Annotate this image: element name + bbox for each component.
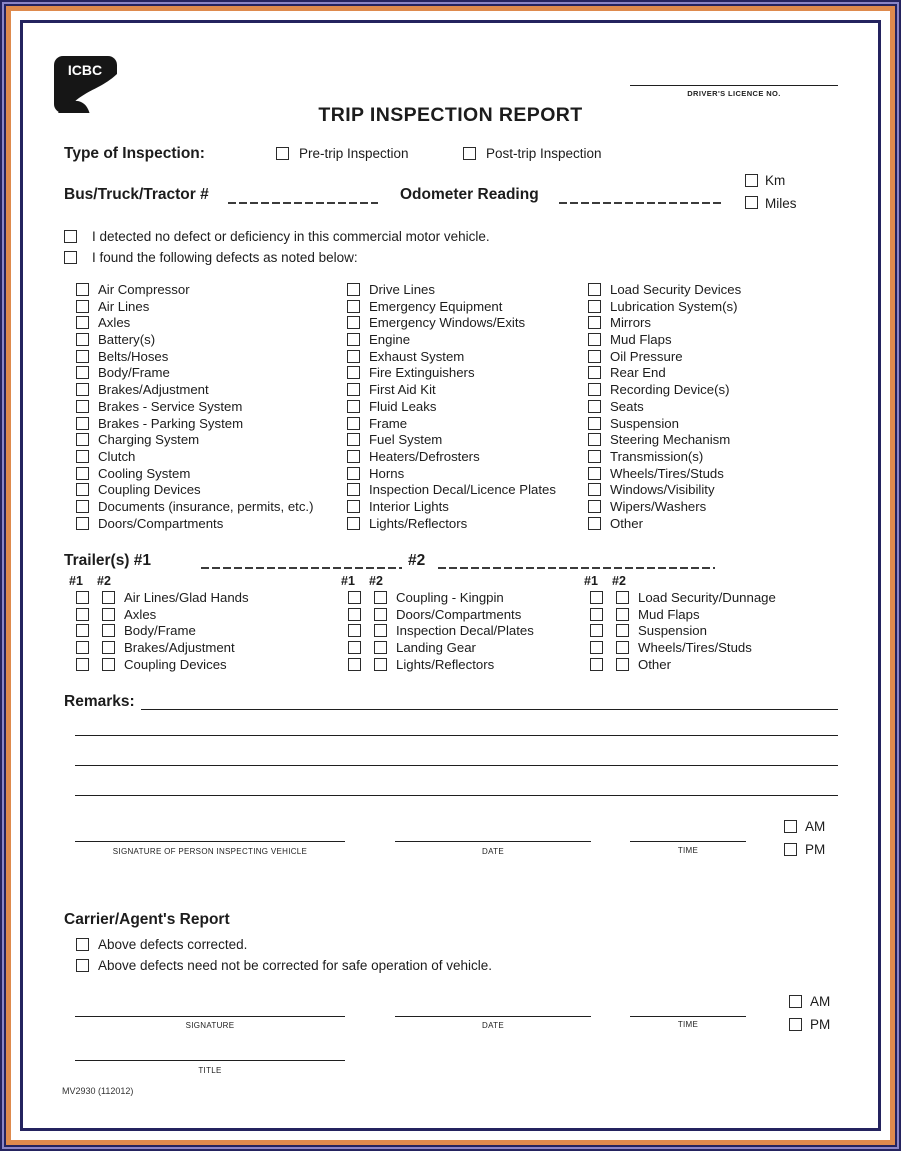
defect-item <box>76 448 313 465</box>
trailer-group1-col2-header: #2 <box>97 574 111 588</box>
trailer-group1-col1-header: #1 <box>69 574 83 588</box>
inspector-time-line[interactable] <box>630 840 746 842</box>
defect-label: Coupling Devices <box>98 482 201 498</box>
trailer1-checkbox[interactable] <box>76 608 89 621</box>
defect-label: Rear End <box>610 365 666 381</box>
found-defects-label: I found the following defects as noted below: <box>92 250 358 265</box>
defect-item <box>347 515 556 532</box>
defect-checkbox[interactable] <box>76 400 89 413</box>
defect-checkbox[interactable] <box>76 417 89 430</box>
type-of-inspection-label: Type of Inspection: <box>64 145 205 162</box>
trailer-item <box>348 606 534 623</box>
defect-item <box>588 448 741 465</box>
defect-checkbox[interactable] <box>588 350 601 363</box>
defect-item <box>347 431 556 448</box>
defect-label: Fuel System <box>369 432 443 448</box>
defect-item <box>588 365 741 382</box>
defect-column-2 <box>347 281 556 532</box>
defect-label: Air Compressor <box>98 281 190 297</box>
defect-item <box>76 331 313 348</box>
carrier-date-label: DATE <box>482 1021 504 1030</box>
trailer2-checkbox[interactable] <box>102 624 115 637</box>
defect-label: First Aid Kit <box>369 382 436 398</box>
defect-item <box>76 398 313 415</box>
trailer-item <box>590 623 776 640</box>
carrier-date-line[interactable] <box>395 1015 591 1017</box>
form-number: MV2930 (112012) <box>62 1086 134 1096</box>
trailer-item-label: Inspection Decal/Plates <box>396 623 534 639</box>
inspector-am-checkbox[interactable] <box>784 820 797 833</box>
trailer1-checkbox[interactable] <box>590 624 603 637</box>
km-label: Km <box>765 173 786 188</box>
defect-label: Cooling System <box>98 465 191 481</box>
logo-text: ICBC <box>67 62 103 78</box>
defect-item <box>347 298 556 315</box>
defect-checkbox[interactable] <box>76 433 89 446</box>
defect-label: Engine <box>369 332 411 348</box>
carrier-pm-label: PM <box>810 1017 831 1032</box>
trailer1-checkbox[interactable] <box>348 624 361 637</box>
carrier-title-label: TITLE <box>198 1066 222 1075</box>
defect-checkbox[interactable] <box>347 333 360 346</box>
trailer1-checkbox[interactable] <box>76 658 89 671</box>
trailer2-checkbox[interactable] <box>374 591 387 604</box>
trailer1-checkbox[interactable] <box>590 591 603 604</box>
defect-item <box>588 314 741 331</box>
trailer-item-label: Load Security/Dunnage <box>638 589 776 605</box>
defect-checkbox[interactable] <box>588 333 601 346</box>
defect-label: Heaters/Defrosters <box>369 449 480 465</box>
defect-item <box>347 314 556 331</box>
trailer-item-label: Body/Frame <box>124 623 196 639</box>
trailer-item-label: Air Lines/Glad Hands <box>124 589 249 605</box>
defects-not-needed-checkbox[interactable] <box>76 959 89 972</box>
remarks-line-1[interactable] <box>141 708 838 710</box>
carrier-report-heading: Carrier/Agent's Report <box>64 911 230 928</box>
posttrip-checkbox[interactable] <box>463 147 476 160</box>
trailer1-checkbox[interactable] <box>590 641 603 654</box>
defect-checkbox[interactable] <box>76 366 89 379</box>
trailer-column-1 <box>76 589 249 673</box>
found-defects-checkbox[interactable] <box>64 251 77 264</box>
trailer-item-label: Coupling Devices <box>124 656 227 672</box>
remarks-label: Remarks: <box>64 693 135 710</box>
defect-label: Belts/Hoses <box>98 348 169 364</box>
defect-label: Inspection Decal/Licence Plates <box>369 482 556 498</box>
defect-label: Air Lines <box>98 298 150 314</box>
defect-checkbox[interactable] <box>76 333 89 346</box>
defect-item <box>588 381 741 398</box>
trailer2-number-input-line[interactable] <box>438 551 715 569</box>
trailer-item-label: Brakes/Adjustment <box>124 640 235 656</box>
defect-label: Body/Frame <box>98 365 170 381</box>
trailer2-checkbox[interactable] <box>102 641 115 654</box>
defect-checkbox[interactable] <box>76 350 89 363</box>
trailer-item <box>348 639 534 656</box>
defect-checkbox[interactable] <box>347 283 360 296</box>
defect-label: Other <box>610 515 643 531</box>
defect-label: Wipers/Washers <box>610 499 707 515</box>
inspector-am-label: AM <box>805 819 826 834</box>
trailer-item-label: Suspension <box>638 623 707 639</box>
odometer-label: Odometer Reading <box>400 186 539 203</box>
trailer-group2-col1-header: #1 <box>341 574 355 588</box>
remarks-line-4[interactable] <box>75 794 838 796</box>
defect-checkbox[interactable] <box>76 500 89 513</box>
defect-checkbox[interactable] <box>588 316 601 329</box>
defect-item <box>347 331 556 348</box>
trailer-item-label: Doors/Compartments <box>396 606 522 622</box>
defect-checkbox[interactable] <box>347 517 360 530</box>
trailer-item <box>590 589 776 606</box>
trailer-item-label: Lights/Reflectors <box>396 656 495 672</box>
inspector-signature-line[interactable] <box>75 840 345 842</box>
defect-label: Interior Lights <box>369 499 449 515</box>
defect-label: Seats <box>610 398 644 414</box>
trailer-item <box>76 589 249 606</box>
trailer-column-2 <box>348 589 534 673</box>
defect-label: Brakes - Service System <box>98 398 243 414</box>
defect-item <box>347 348 556 365</box>
defect-item <box>588 281 741 298</box>
defect-item <box>347 365 556 382</box>
defect-checkbox[interactable] <box>76 300 89 313</box>
trailers-label: Trailer(s) #1 <box>64 552 152 569</box>
trailer-item-label: Mud Flaps <box>638 606 700 622</box>
trailer1-number-input-line[interactable] <box>201 551 402 569</box>
trailer2-checkbox[interactable] <box>374 624 387 637</box>
trailer-group2-col2-header: #2 <box>369 574 383 588</box>
defect-item <box>588 465 741 482</box>
defect-checkbox[interactable] <box>76 467 89 480</box>
defect-label: Axles <box>98 315 131 331</box>
trailer2-checkbox[interactable] <box>616 591 629 604</box>
defect-checkbox[interactable] <box>588 483 601 496</box>
defect-item <box>588 498 741 515</box>
trailer2-checkbox[interactable] <box>102 658 115 671</box>
miles-label: Miles <box>765 196 797 211</box>
trailer-item-label: Wheels/Tires/Studs <box>638 640 752 656</box>
vehicle-number-label: Bus/Truck/Tractor # <box>64 186 209 203</box>
trailer-item <box>348 589 534 606</box>
defect-label: Lubrication System(s) <box>610 298 738 314</box>
trailer-item <box>590 606 776 623</box>
trailer1-checkbox[interactable] <box>348 608 361 621</box>
carrier-signature-line[interactable] <box>75 1015 345 1017</box>
trailer-item <box>76 623 249 640</box>
trailer2-label: #2 <box>408 552 426 569</box>
defect-checkbox[interactable] <box>347 433 360 446</box>
defect-label: Fluid Leaks <box>369 398 437 414</box>
defect-checkbox[interactable] <box>347 400 360 413</box>
defect-item <box>588 515 741 532</box>
defect-item <box>76 465 313 482</box>
defect-checkbox[interactable] <box>588 300 601 313</box>
trailer-item <box>590 639 776 656</box>
defect-item <box>347 381 556 398</box>
defect-item <box>347 448 556 465</box>
defect-checkbox[interactable] <box>76 283 89 296</box>
trailer2-checkbox[interactable] <box>374 608 387 621</box>
posttrip-label: Post-trip Inspection <box>486 146 602 161</box>
inspector-time-label: TIME <box>677 846 699 855</box>
defect-checkbox[interactable] <box>347 300 360 313</box>
inspector-pm-checkbox[interactable] <box>784 843 797 856</box>
defect-checkbox[interactable] <box>588 417 601 430</box>
carrier-am-label: AM <box>810 994 831 1009</box>
defects-not-needed-label: Above defects need not be corrected for safe operation of vehicle. <box>98 958 492 973</box>
defect-checkbox[interactable] <box>76 483 89 496</box>
inspector-date-line[interactable] <box>395 840 591 842</box>
no-defect-checkbox[interactable] <box>64 230 77 243</box>
defects-corrected-label: Above defects corrected. <box>98 937 248 952</box>
trailer1-checkbox[interactable] <box>76 641 89 654</box>
defect-label: Drive Lines <box>369 281 435 297</box>
defect-item <box>588 398 741 415</box>
defect-item <box>588 431 741 448</box>
defect-label: Clutch <box>98 449 136 465</box>
defect-label: Doors/Compartments <box>98 515 224 531</box>
defect-label: Brakes/Adjustment <box>98 382 209 398</box>
defect-label: Recording Device(s) <box>610 382 730 398</box>
trailer-item-label: Coupling - Kingpin <box>396 589 504 605</box>
defect-checkbox[interactable] <box>347 316 360 329</box>
defect-label: Lights/Reflectors <box>369 515 468 531</box>
trailer1-checkbox[interactable] <box>348 641 361 654</box>
vehicle-number-input-line[interactable] <box>228 186 378 204</box>
trailer1-checkbox[interactable] <box>348 591 361 604</box>
trailer-item-label: Other <box>638 656 671 672</box>
trailer1-checkbox[interactable] <box>76 591 89 604</box>
defect-checkbox[interactable] <box>347 450 360 463</box>
trailer-group3-col1-header: #1 <box>584 574 598 588</box>
defect-column-3 <box>588 281 741 532</box>
trailer1-checkbox[interactable] <box>590 608 603 621</box>
defect-label: Exhaust System <box>369 348 465 364</box>
defect-checkbox[interactable] <box>347 366 360 379</box>
defect-item <box>76 482 313 499</box>
defect-label: Documents (insurance, permits, etc.) <box>98 499 314 515</box>
inspector-pm-label: PM <box>805 842 826 857</box>
defect-item <box>347 465 556 482</box>
defect-item <box>76 298 313 315</box>
defect-checkbox[interactable] <box>76 383 89 396</box>
carrier-title-line[interactable] <box>75 1059 345 1061</box>
defect-checkbox[interactable] <box>588 467 601 480</box>
defect-label: Steering Mechanism <box>610 432 731 448</box>
defect-checkbox[interactable] <box>588 366 601 379</box>
trailer-item-label: Axles <box>124 606 157 622</box>
defect-label: Oil Pressure <box>610 348 683 364</box>
defect-label: Horns <box>369 465 405 481</box>
defect-label: Wheels/Tires/Studs <box>610 465 724 481</box>
trailer-item <box>76 639 249 656</box>
drivers-licence-label: DRIVER'S LICENCE NO. <box>687 89 781 98</box>
defect-label: Mirrors <box>610 315 652 331</box>
drivers-licence-input-line[interactable] <box>630 70 838 86</box>
defect-checkbox[interactable] <box>76 517 89 530</box>
trailer1-checkbox[interactable] <box>76 624 89 637</box>
defect-checkbox[interactable] <box>76 450 89 463</box>
defect-label: Emergency Windows/Exits <box>369 315 526 331</box>
defect-checkbox[interactable] <box>347 467 360 480</box>
km-checkbox[interactable] <box>745 174 758 187</box>
form-title: TRIP INSPECTION REPORT <box>318 104 583 126</box>
defect-item <box>347 398 556 415</box>
defect-checkbox[interactable] <box>588 383 601 396</box>
defect-checkbox[interactable] <box>76 316 89 329</box>
trailer2-checkbox[interactable] <box>616 658 629 671</box>
defect-label: Frame <box>369 415 408 431</box>
defect-item <box>588 482 741 499</box>
defect-item <box>76 498 313 515</box>
defect-item <box>347 498 556 515</box>
miles-checkbox[interactable] <box>745 196 758 209</box>
defect-checkbox[interactable] <box>347 500 360 513</box>
defects-corrected-checkbox[interactable] <box>76 938 89 951</box>
defect-item <box>76 381 313 398</box>
trailer1-checkbox[interactable] <box>590 658 603 671</box>
defect-checkbox[interactable] <box>347 350 360 363</box>
trailer-item <box>76 656 249 673</box>
defect-checkbox[interactable] <box>588 500 601 513</box>
defect-item <box>76 431 313 448</box>
defect-item <box>588 415 741 432</box>
carrier-time-line[interactable] <box>630 1015 746 1017</box>
defect-item <box>347 415 556 432</box>
defect-label: Battery(s) <box>98 332 156 348</box>
defect-item <box>588 298 741 315</box>
trailer-item <box>590 656 776 673</box>
defect-checkbox[interactable] <box>588 517 601 530</box>
defect-label: Charging System <box>98 432 200 448</box>
defect-label: Load Security Devices <box>610 281 742 297</box>
defect-label: Suspension <box>610 415 679 431</box>
defect-checkbox[interactable] <box>588 283 601 296</box>
trailer2-checkbox[interactable] <box>616 624 629 637</box>
defect-label: Windows/Visibility <box>610 482 715 498</box>
inspector-signature-label: SIGNATURE OF PERSON INSPECTING VEHICLE <box>112 847 308 856</box>
trailer-item <box>76 606 249 623</box>
defect-label: Brakes - Parking System <box>98 415 244 431</box>
trailer2-checkbox[interactable] <box>102 608 115 621</box>
carrier-am-checkbox[interactable] <box>789 995 802 1008</box>
carrier-signature-label: SIGNATURE <box>185 1021 235 1030</box>
defect-label: Mud Flaps <box>610 332 672 348</box>
defect-label: Emergency Equipment <box>369 298 503 314</box>
defect-label: Fire Extinguishers <box>369 365 475 381</box>
pretrip-checkbox[interactable] <box>276 147 289 160</box>
defect-checkbox[interactable] <box>588 433 601 446</box>
no-defect-label: I detected no defect or deficiency in this commercial motor vehicle. <box>92 229 490 244</box>
carrier-pm-checkbox[interactable] <box>789 1018 802 1031</box>
trailer-group3-col2-header: #2 <box>612 574 626 588</box>
defect-item <box>588 348 741 365</box>
trailer1-checkbox[interactable] <box>348 658 361 671</box>
remarks-line-3[interactable] <box>75 764 838 766</box>
pretrip-label: Pre-trip Inspection <box>299 146 409 161</box>
defect-item <box>347 482 556 499</box>
defect-item <box>76 348 313 365</box>
trailer-item <box>348 623 534 640</box>
trailer2-checkbox[interactable] <box>616 641 629 654</box>
defect-item <box>347 281 556 298</box>
defect-item <box>76 515 313 532</box>
defect-item <box>76 365 313 382</box>
defect-checkbox[interactable] <box>588 400 601 413</box>
defect-item <box>76 314 313 331</box>
trailer-item <box>348 656 534 673</box>
defect-item <box>76 281 313 298</box>
defect-checkbox[interactable] <box>347 383 360 396</box>
defect-column-1 <box>76 281 313 532</box>
trailer2-checkbox[interactable] <box>616 608 629 621</box>
defect-checkbox[interactable] <box>347 417 360 430</box>
defect-checkbox[interactable] <box>347 483 360 496</box>
trailer-column-3 <box>590 589 776 673</box>
trailer-item-label: Landing Gear <box>396 640 476 656</box>
carrier-time-label: TIME <box>677 1020 699 1029</box>
odometer-input-line[interactable] <box>559 186 721 204</box>
defect-item <box>588 331 741 348</box>
trailer2-checkbox[interactable] <box>102 591 115 604</box>
inspector-date-label: DATE <box>482 847 504 856</box>
trailer2-checkbox[interactable] <box>374 641 387 654</box>
defect-item <box>76 415 313 432</box>
defect-label: Transmission(s) <box>610 449 704 465</box>
defect-checkbox[interactable] <box>588 450 601 463</box>
remarks-line-2[interactable] <box>75 734 838 736</box>
trailer2-checkbox[interactable] <box>374 658 387 671</box>
